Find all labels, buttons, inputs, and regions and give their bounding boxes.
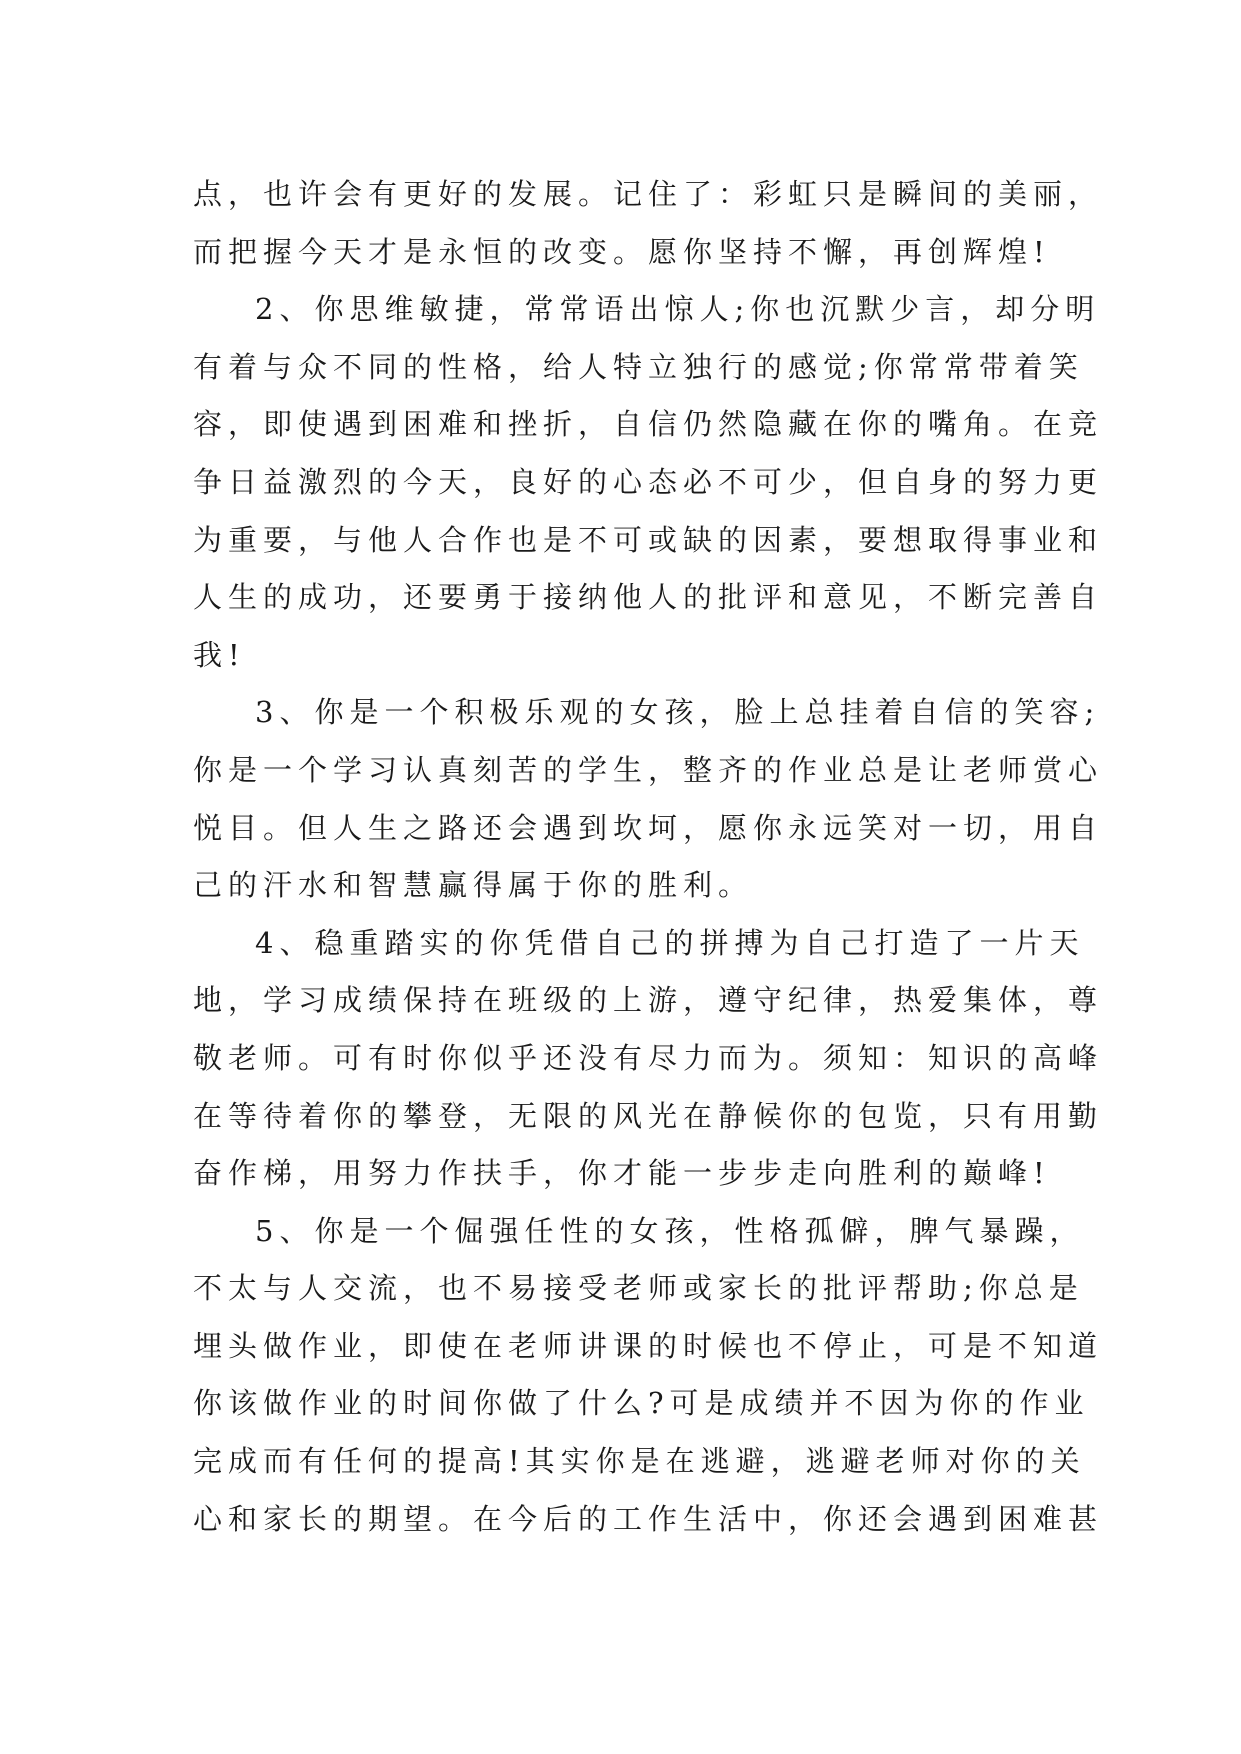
paragraph-start-4: 4、稳重踏实的你凭借自己的拼搏为自己打造了一片天: [255, 925, 1085, 960]
text-line: 己的汗水和智慧赢得属于你的胜利。: [193, 868, 754, 903]
text-line: 为重要，与他人合作也是不可或缺的因素，要想取得事业和: [193, 522, 1104, 557]
text-line: 有着与众不同的性格，给人特立独行的感觉;你常常带着笑: [193, 349, 1084, 384]
text-line: 你该做作业的时间你做了什么?可是成绩并不因为你的作业: [193, 1386, 1090, 1421]
text-line: 悦目。但人生之路还会遇到坎坷，愿你永远笑对一切，用自: [193, 810, 1104, 845]
paragraph-start-3: 3、你是一个积极乐观的女孩，脸上总挂着自信的笑容;: [255, 695, 1101, 730]
text-line: 争日益激烈的今天，良好的心态必不可少，但自身的努力更: [193, 464, 1104, 499]
text-line: 你是一个学习认真刻苦的学生，整齐的作业总是让老师赏心: [193, 752, 1104, 787]
text-line: 而把握今天才是永恒的改变。愿你坚持不懈，再创辉煌!: [193, 234, 1051, 269]
paragraph-start-2: 2、你思维敏捷，常常语出惊人;你也沉默少言，却分明: [255, 292, 1101, 327]
text-line: 奋作梯，用努力作扶手，你才能一步步走向胜利的巅峰!: [193, 1156, 1051, 1191]
text-line: 我!: [193, 637, 246, 672]
text-line: 在等待着你的攀登，无限的风光在静候你的包览，只有用勤: [193, 1098, 1104, 1133]
text-line: 容，即使遇到困难和挫折，自信仍然隐藏在你的嘴角。在竞: [193, 407, 1104, 442]
text-line: 埋头做作业，即使在老师讲课的时候也不停止，可是不知道: [193, 1328, 1104, 1363]
text-line: 敬老师。可有时你似乎还没有尽力而为。须知：知识的高峰: [193, 1040, 1104, 1075]
text-line: 点，也许会有更好的发展。记住了：彩虹只是瞬间的美丽，: [193, 177, 1104, 211]
text-line: 不太与人交流，也不易接受老师或家长的批评帮助;你总是: [193, 1271, 1084, 1306]
text-line: 地，学习成绩保持在班级的上游，遵守纪律，热爱集体，尊: [193, 983, 1104, 1018]
text-line: 完成而有任何的提高!其实你是在逃避，逃避老师对你的关: [193, 1444, 1086, 1479]
text-line: 人生的成功，还要勇于接纳他人的批评和意见，不断完善自: [193, 580, 1104, 615]
paragraph-start-5: 5、你是一个倔强任性的女孩，性格孤僻，脾气暴躁，: [255, 1213, 1085, 1248]
document-body: [193, 166, 1104, 1548]
text-line: 心和家长的期望。在今后的工作生活中，你还会遇到困难甚: [193, 1501, 1104, 1536]
